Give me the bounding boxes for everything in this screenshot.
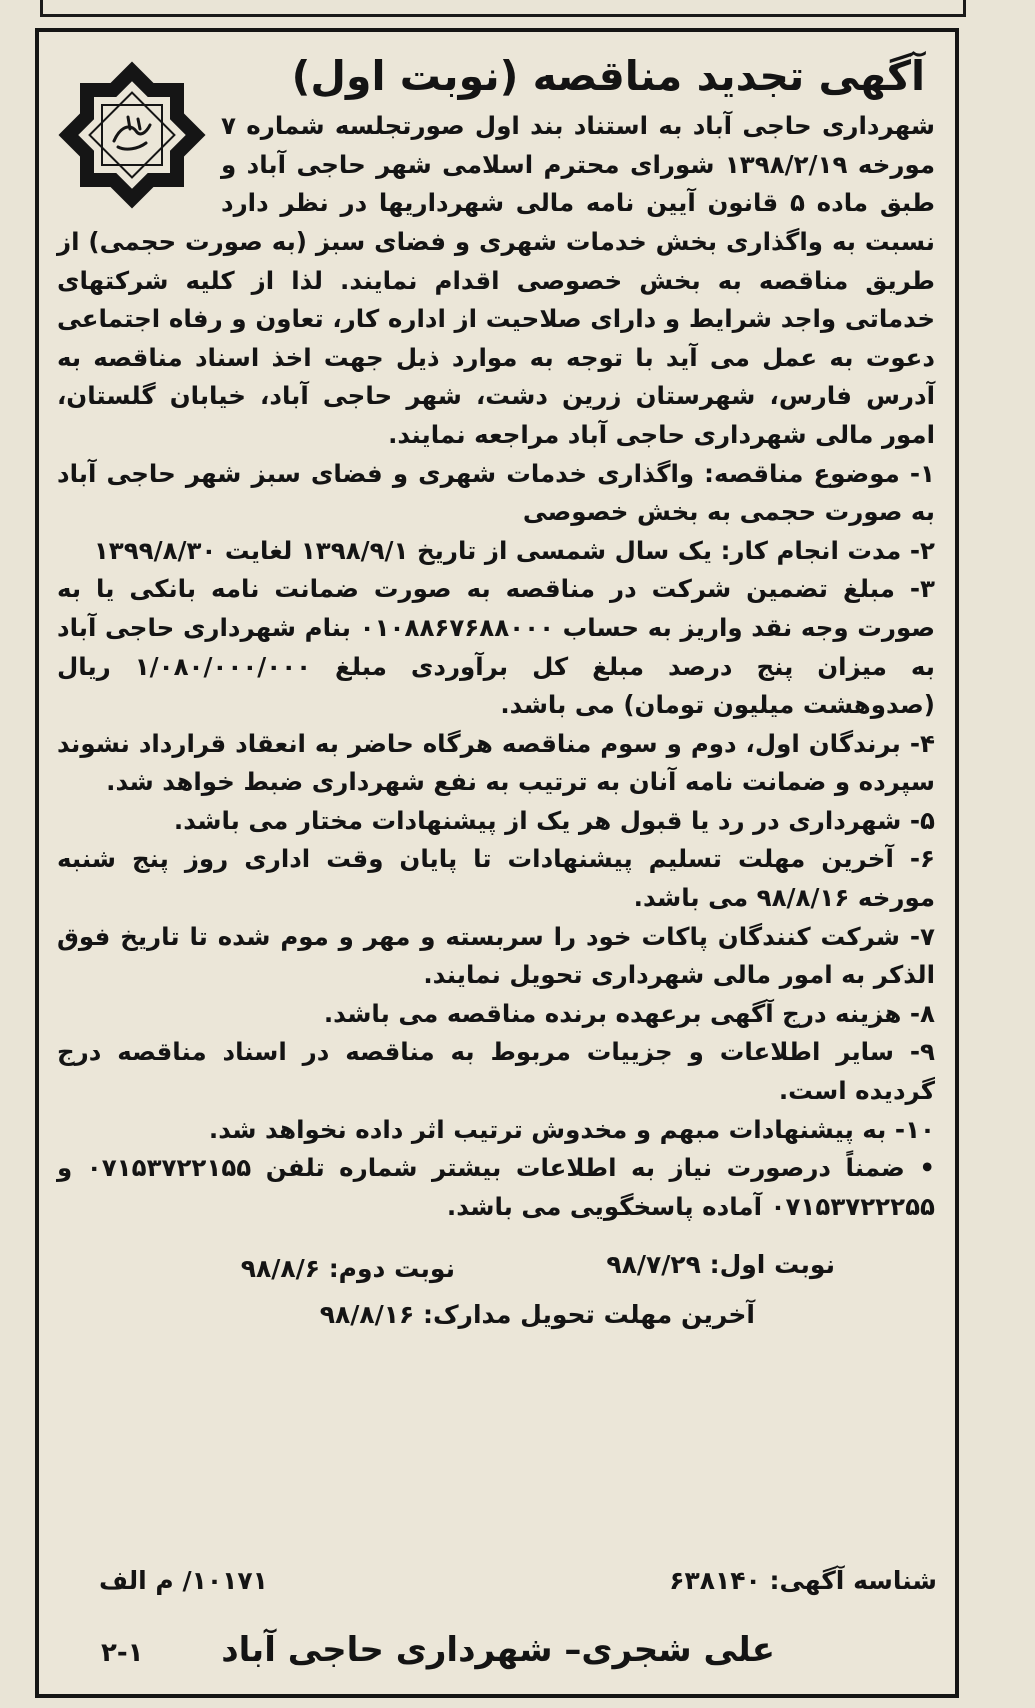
ad-title: آگهی تجدید مناقصه (نوبت اول) xyxy=(291,52,925,100)
municipality-star-emblem-icon xyxy=(57,60,207,210)
page-marker: ۲-۱ xyxy=(101,1638,144,1668)
ad-item-5: ۵- شهرداری در رد یا قبول هر یک از پیشنهادات مختار می باشد. xyxy=(173,805,935,835)
ad-footer xyxy=(39,1552,955,1694)
first-publication-date: نوبت اول: ۹۸/۷/۲۹ xyxy=(606,1250,835,1280)
ad-item-9: ۹- سایر اطلاعات و جزییات مربوط به مناقصه در اسناد مناقصه درج گردیده است. xyxy=(57,1037,935,1106)
ad-item-1: ۱- موضوع مناقصه: واگذاری خدمات شهری و فضای سبز شهر حاجی آباد به صورت حجمی به بخش خصوصی xyxy=(57,458,935,527)
ad-item-3: ۳- مبلغ تضمین شرکت در مناقصه به صورت ضمانت نامه بانکی یا به صورت وجه نقد واریز به حساب ۰۱۰۸۸۶۷۶۸۸۰۰۰ بنام شهرداری حاجی آباد به میزان پنج درصد مبلغ کل برآوردی مبلغ ۱/۰۸۰/۰۰۰/۰۰۰ ریال (صدوهشت میلیون تومان) می باشد. xyxy=(57,574,935,720)
ad-item-8: ۸- هزینه درج آگهی برعهده برنده مناقصه می باشد. xyxy=(323,998,935,1028)
ad-id: شناسه آگهی: ۶۳۸۱۴۰ xyxy=(669,1566,937,1595)
publication-schedule xyxy=(57,1240,935,1380)
ad-signature: علی شجری– شهرداری حاجی آباد xyxy=(221,1630,775,1670)
ad-item-2: ۲- مدت انجام کار: یک سال شمسی از تاریخ ۱۳۹۸/۹/۱ لغایت ۱۳۹۹/۸/۳۰ xyxy=(93,535,935,565)
ad-content xyxy=(57,52,935,1380)
ad-item-7: ۷- شرکت کنندگان پاکات خود را سربسته و مهر و موم شده تا تاریخ فوق الذکر به امور مالی شهرداری تحویل نمایند. xyxy=(57,921,935,990)
ad-contact-note: • ضمناً درصورت نیاز به اطلاعات بیشتر شماره تلفن ۰۷۱۵۳۷۲۲۱۵۵ و ۰۷۱۵۳۷۲۲۲۵۵ آماده پاسخگویی می باشد. xyxy=(57,1153,935,1221)
ad-item-4: ۴- برندگان اول، دوم و سوم مناقصه هرگاه حاضر به انعقاد قرارداد نشوند سپرده و ضمانت نامه آنان به ترتیب به نفع شهرداری ضبط خواهد شد. xyxy=(57,728,935,797)
ad-item-10: ۱۰- به پیشنهادات مبهم و مخدوش ترتیب اثر داده نخواهد شد. xyxy=(208,1114,935,1144)
previous-ad-border xyxy=(40,0,966,17)
ad-intro-paragraph: شهرداری حاجی آباد به استناد بند اول صورتجلسه شماره ۷ مورخه ۱۳۹۸/۲/۱۹ شورای محترم اسلامی شهر حاجی آباد و طبق ماده ۵ قانون آیین نامه مالی شهرداریها در نظر دارد نسبت به واگذاری بخش خدمات شهری و فضای سبز (به صورت حجمی) از طریق مناقصه به بخش خصوصی اقدام نمایند. لذا از کلیه شرکتهای خدماتی واجد شرایط و دارای صلاحیت از اداره کار، تعاون و رفاه اجتماعی دعوت به عمل می آید با توجه به موارد ذیل جهت اخذ اسناد مناقصه به آدرس فارس، شهرستان زرین دشت، شهر حاجی آباد، خیابان گلستان، امور مالی شهرداری حاجی آباد مراجعه نمایند. xyxy=(57,111,935,449)
second-publication-date: نوبت دوم: ۹۸/۸/۶ xyxy=(240,1254,455,1284)
ad-reference-number: ۱۰۱۷۱/ م الف xyxy=(99,1566,268,1595)
tender-ad xyxy=(35,28,959,1698)
ad-item-6: ۶- آخرین مهلت تسلیم پیشنهادات تا پایان وقت اداری روز پنج شنبه مورخه ۹۸/۸/۱۶ می باشد. xyxy=(57,844,935,913)
document-deadline: آخرین مهلت تحویل مدارک: ۹۸/۸/۱۶ xyxy=(319,1300,755,1330)
